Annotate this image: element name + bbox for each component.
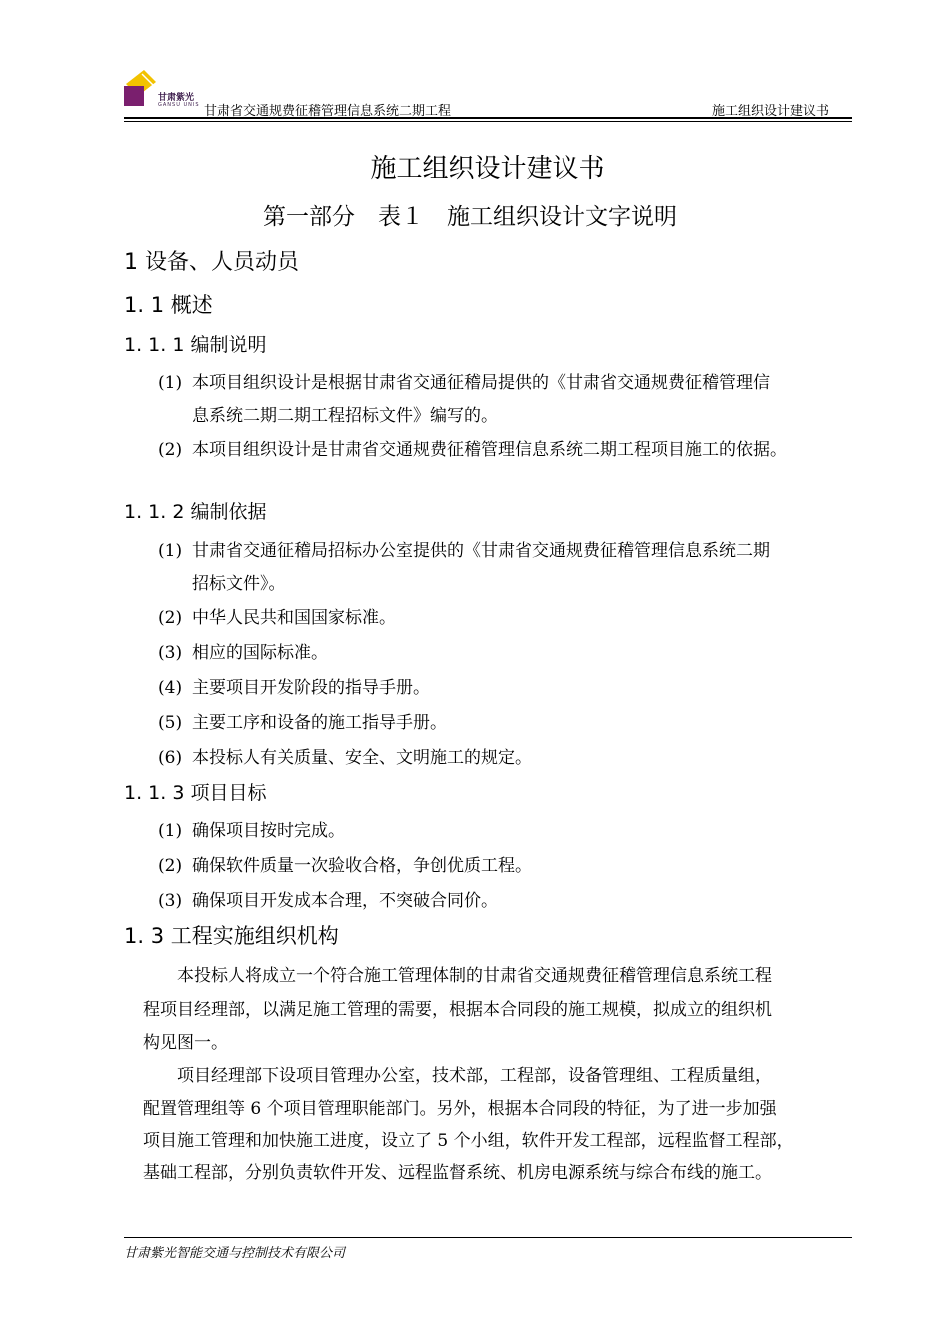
list-item <box>158 816 345 841</box>
list-item-continuation: 招标文件》。 <box>192 574 286 594</box>
header-project-name: 甘肃省交通规费征稽管理信息系统二期工程 <box>204 104 452 119</box>
list-item-number: (2) <box>158 440 183 460</box>
list-item-text: 甘肃省交通征稽局招标办公室提供的《甘肃省交通规费征稽管理信息系统二期 <box>192 541 770 561</box>
document-subtitle: 第一部分 表１ 施工组织设计文字说明 <box>263 204 677 230</box>
footer-rule <box>124 1237 852 1238</box>
heading-section-1-1-1: 1. 1. 1 编制说明 <box>124 334 267 356</box>
document-title: 施工组织设计建议书 <box>370 154 605 184</box>
logo-subtext: GANSU UNIS <box>158 102 200 108</box>
heading-section-1-3: 1. 3 工程实施组织机构 <box>124 924 339 948</box>
list-item-text: 确保项目按时完成。 <box>192 821 345 841</box>
paragraph-line: 配置管理组等 6 个项目管理职能部门。另外，根据本合同段的特征，为了进一步加强 <box>143 1099 777 1119</box>
list-item <box>158 435 787 460</box>
list-item-text: 主要工序和设备的施工指导手册。 <box>192 713 447 733</box>
header-rule-thin <box>124 121 852 122</box>
list-item-number: (1) <box>158 821 183 841</box>
list-item-text: 本项目组织设计是根据甘肃省交通征稽局提供的《甘肃省交通规费征稽管理信 <box>192 373 770 393</box>
list-item <box>158 743 532 768</box>
list-item <box>158 603 396 628</box>
list-item-number: (1) <box>158 541 183 561</box>
paragraph-line: 构见图一。 <box>143 1033 228 1053</box>
heading-section-1-1-2: 1. 1. 2 编制依据 <box>124 501 267 523</box>
paragraph-line: 项目施工管理和加快施工进度，设立了 5 个小组，软件开发工程部，远程监督工程部， <box>143 1131 794 1151</box>
company-logo <box>122 68 202 112</box>
list-item-text: 本投标人有关质量、安全、文明施工的规定。 <box>192 748 532 768</box>
header-document-name: 施工组织设计建议书 <box>712 104 830 119</box>
list-item <box>158 638 328 663</box>
list-item-number: (2) <box>158 608 183 628</box>
list-item-number: (4) <box>158 678 183 698</box>
list-item-number: (2) <box>158 856 183 876</box>
list-item-text: 确保项目开发成本合理，不突破合同价。 <box>192 891 498 911</box>
list-item <box>158 536 770 561</box>
list-item-number: (5) <box>158 713 183 733</box>
heading-section-1-1-3: 1. 1. 3 项目目标 <box>124 782 267 804</box>
logo-mark-icon <box>122 68 158 108</box>
list-item-number: (1) <box>158 373 183 393</box>
list-item-number: (6) <box>158 748 183 768</box>
list-item <box>158 708 447 733</box>
list-item-text: 本项目组织设计是甘肃省交通规费征稽管理信息系统二期工程项目施工的依据。 <box>192 440 787 460</box>
heading-section-1: 1 设备、人员动员 <box>124 250 299 275</box>
list-item-continuation: 息系统二期二期工程招标文件》编写的。 <box>192 406 498 426</box>
paragraph-line: 本投标人将成立一个符合施工管理体制的甘肃省交通规费征稽管理信息系统工程 <box>143 966 772 986</box>
list-item-text: 确保软件质量一次验收合格，争创优质工程。 <box>192 856 532 876</box>
list-item-text: 中华人民共和国国家标准。 <box>192 608 396 628</box>
footer-company: 甘肃紫光智能交通与控制技术有限公司 <box>124 1246 346 1261</box>
heading-section-1-1: 1. 1 概述 <box>124 293 213 317</box>
list-item <box>158 851 532 876</box>
paragraph-line: 基础工程部，分别负责软件开发、远程监督系统、机房电源系统与综合布线的施工。 <box>143 1163 772 1183</box>
list-item <box>158 673 430 698</box>
header-rule <box>124 117 852 119</box>
list-item-number: (3) <box>158 891 183 911</box>
list-item <box>158 368 770 393</box>
list-item-text: 主要项目开发阶段的指导手册。 <box>192 678 430 698</box>
list-item-number: (3) <box>158 643 183 663</box>
list-item-text: 相应的国际标准。 <box>192 643 328 663</box>
logo-text: 甘肃紫光 <box>158 93 195 103</box>
paragraph-line: 项目经理部下设项目管理办公室，技术部，工程部，设备管理组、工程质量组， <box>143 1066 772 1086</box>
list-item <box>158 886 498 911</box>
paragraph-line: 程项目经理部，以满足施工管理的需要，根据本合同段的施工规模，拟成立的组织机 <box>143 1000 772 1020</box>
